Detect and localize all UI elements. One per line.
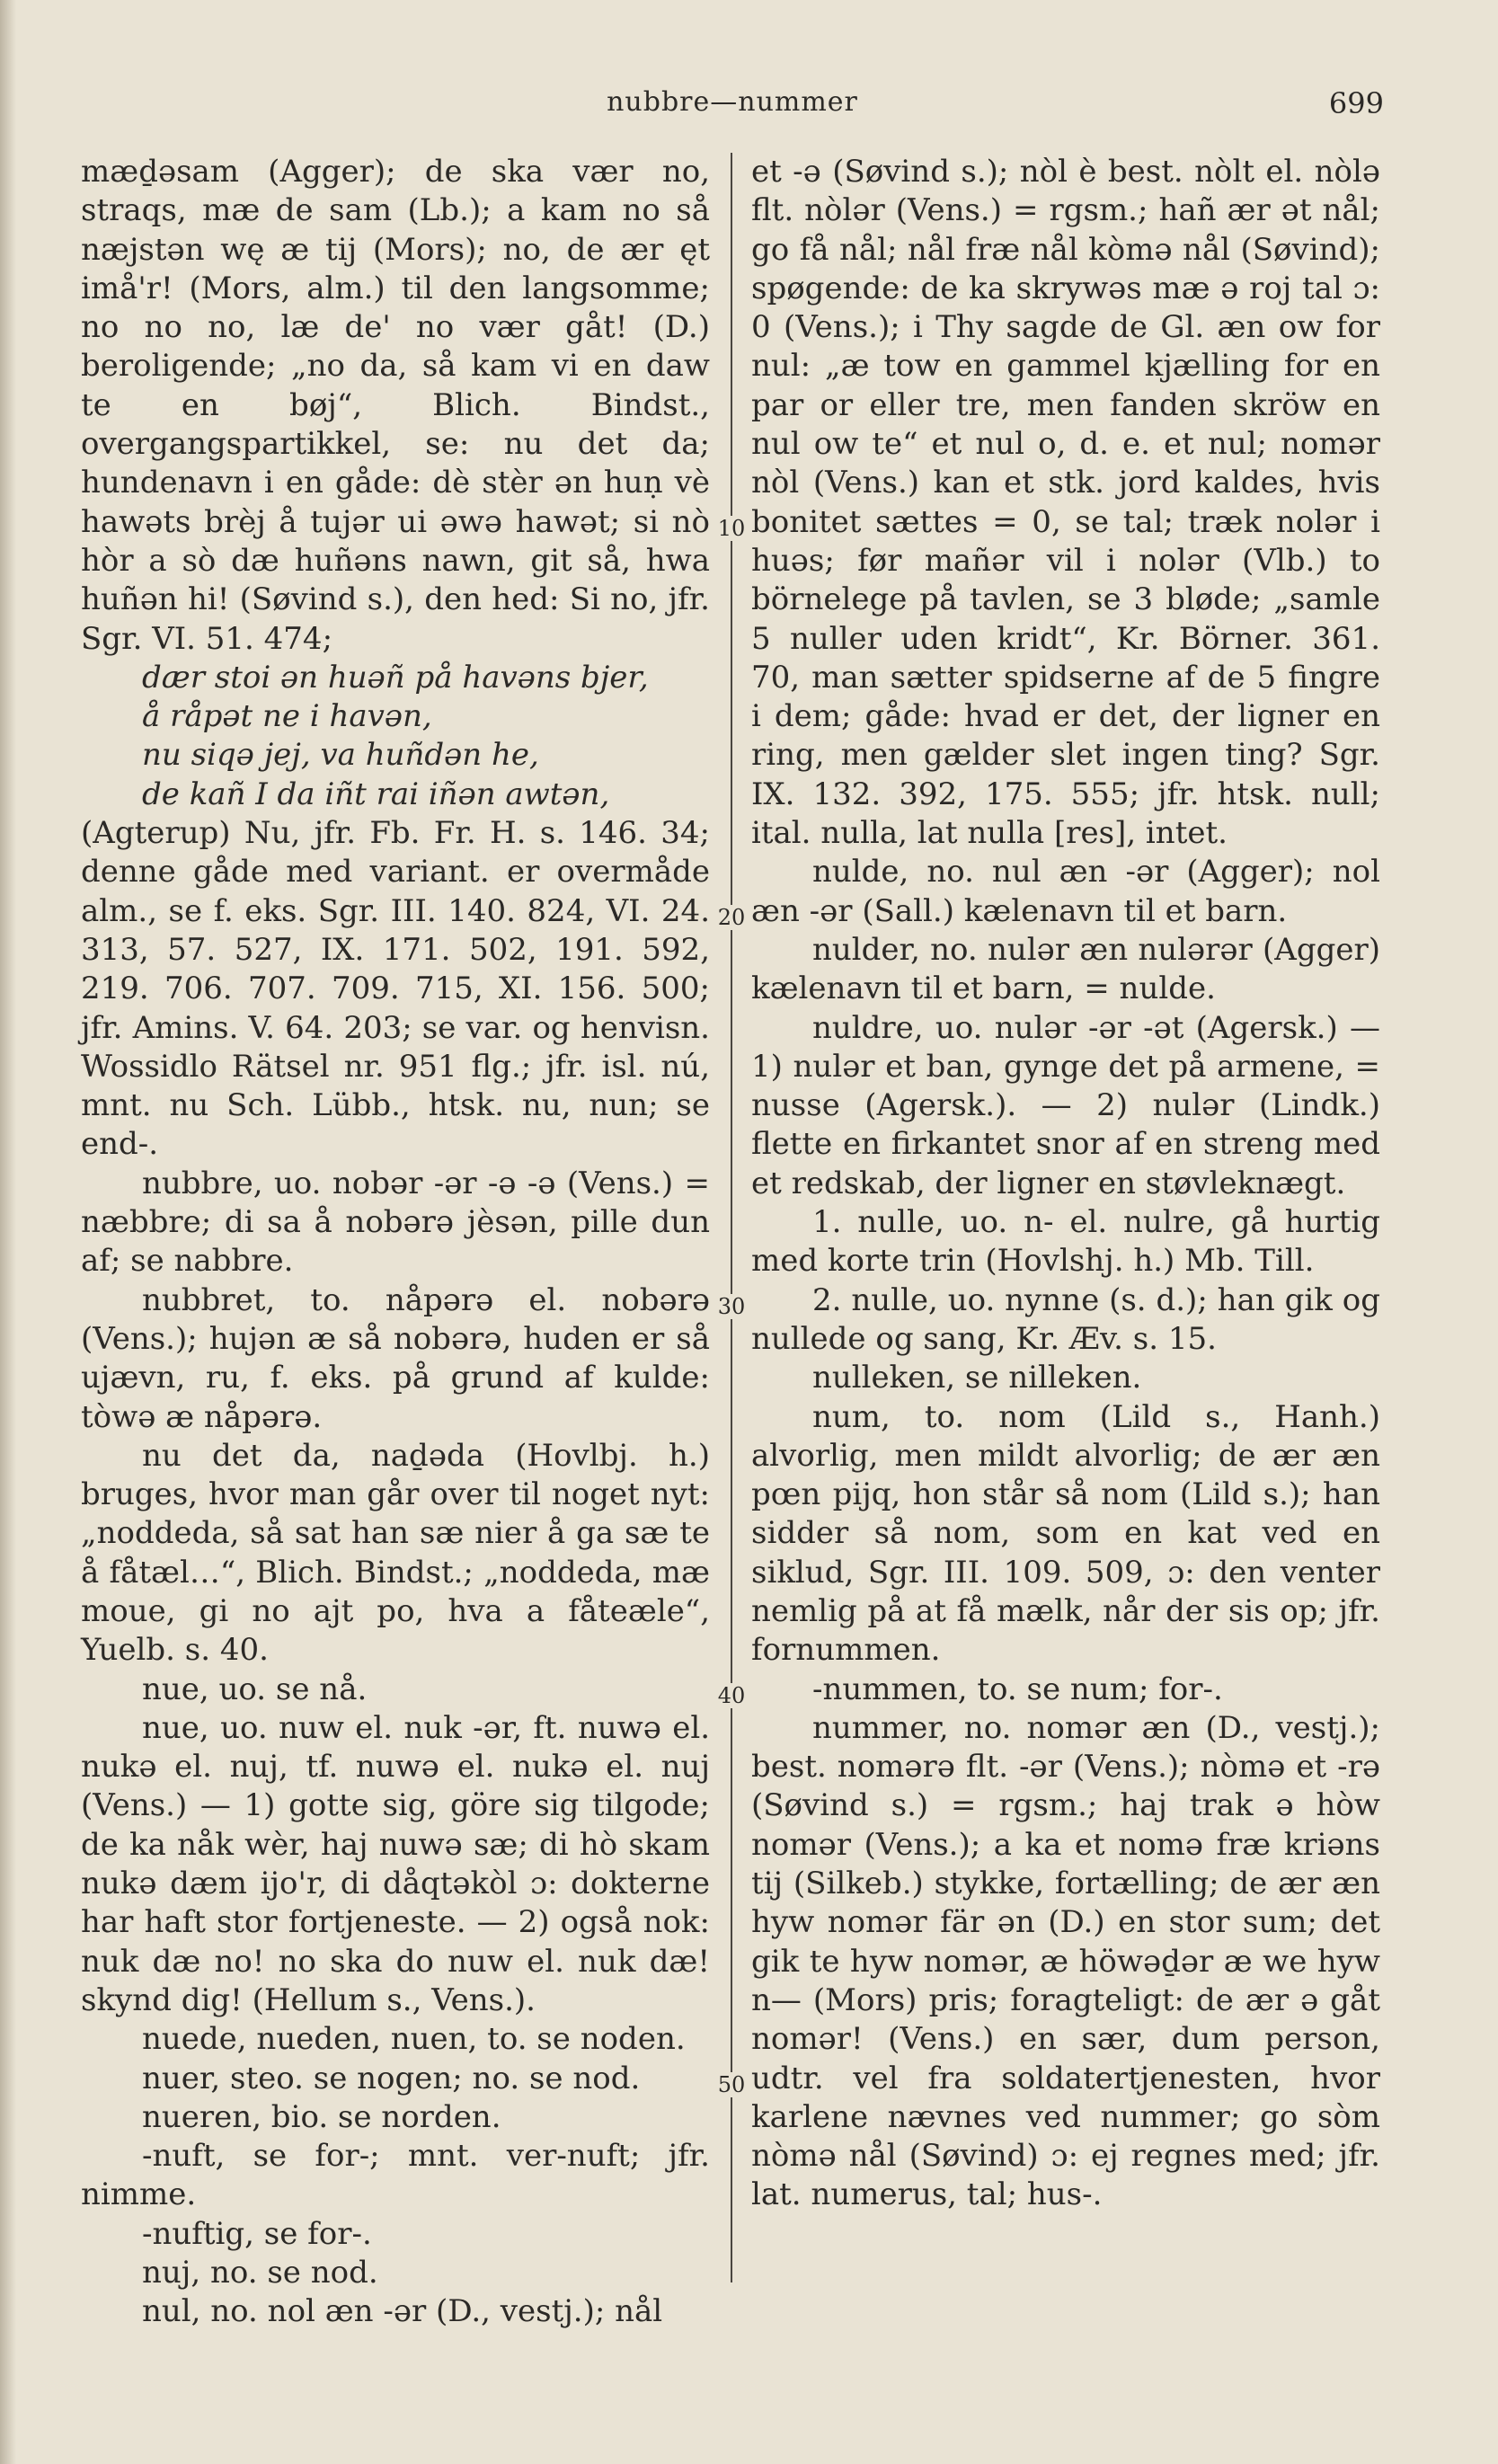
entry-nuede: nuede, nueden, nuen, to. se noden. bbox=[142, 2021, 686, 2058]
entry-nuftig: -nuftig, se for-. bbox=[142, 2215, 372, 2252]
entry-nu-det-da: nu det da, naḏəda (Hovlbj. h.) bruges, hvor man går over til noget nyt: „noddeda, så sat han sæ nier å ga sæ te å fåtæl…“, Blich. Bindst.; „noddeda, mæ moue, gi no ajt po, hva a fåteæle“, Yuelb. s. 40. bbox=[81, 1437, 710, 1669]
entry-nulleken: nulleken, se nilleken. bbox=[812, 1360, 1142, 1396]
entry-nuldre: nuldre, uo. nulər -ər -ət (Agersk.) — 1) nulər et ban, gynge det på armene, = nusse (Agersk.). — 2) nulər (Lindk.) flette en firkantet snor af en streng med et redskab, der ligner en støvleknægt. bbox=[751, 1009, 1380, 1201]
entry-nulde: nulde, no. nul æn -ər (Agger); nol æn -ər (Sall.) kælenavn til et barn. bbox=[751, 854, 1380, 929]
entry-nulder: nulder, no. nulər æn nulərər (Agger) kælenavn til et barn, = nulde. bbox=[751, 931, 1380, 1007]
entry-nueren: nueren, bio. se norden. bbox=[142, 2098, 501, 2135]
left-column bbox=[81, 153, 710, 2332]
entry-nuj: nuj, no. se nod. bbox=[142, 2255, 378, 2291]
entry-nuft: -nuft, se for-; mnt. ver-nuft; jfr. nimme. bbox=[81, 2138, 710, 2213]
verse-line-4: de kañ I da iñt rai iñən awtən, bbox=[142, 776, 610, 812]
entry-nul: nul, no. nol æn -ər (D., vestj.); nål bbox=[142, 2293, 663, 2330]
page-number: 699 bbox=[1328, 86, 1384, 120]
entry-source-notes: (Agterup) Nu, jfr. Fb. Fr. H. s. 146. 34; denne gåde med variant. er overmåde alm., se f. eks. Sgr. III. 140. 824, VI. 24. 313, 57. 527, IX. 171. 502, 191. 592, 219. 706. 707. 709. 715, XI. 156. 500; jfr. Amins. V. 64. 203; se var. og henvisn. Wossidlo Rätsel nr. 951 flg.; jfr. isl. nú, mnt. nu Sch. Lübb., htsk. nu, nun; se end-. bbox=[81, 815, 710, 1163]
entry-nummen: -nummen, to. se num; for-. bbox=[812, 1671, 1223, 1707]
entry-nubbre: nubbre, uo. nobər -ər -ə -ə (Vens.) = næbbre; di sa å nobərə jèsən, pille dun af; se nabbre. bbox=[81, 1165, 710, 1280]
entry-num: num, to. nom (Lild s., Hanh.) alvorlig, men mildt alvorlig; de ær æn pœn pijq, hon står så nom (Lild s.); han sidder så nom, som en kat ved en siklud, Sgr. III. 109. 509, ɔ: den venter nemlig på at få mælk, når der sis op; jfr. fornummen. bbox=[751, 1398, 1380, 1669]
verse-line-3: nu siqə jej, va huñdən he, bbox=[142, 737, 539, 774]
entry-nulle-1: 1. nulle, uo. n- el. nulre, gå hurtig med korte trin (Hovlshj. h.) Mb. Till. bbox=[751, 1204, 1380, 1280]
page-edge-shadow bbox=[0, 0, 16, 2464]
verse-line-1: dær stoi ən huəñ på havəns bjer, bbox=[142, 659, 649, 696]
entry-nuer: nuer, steo. se nogen; no. se nod. bbox=[142, 2060, 641, 2096]
line-number-40: 40 bbox=[714, 1683, 749, 1708]
entry-nue-1: nue, uo. se nå. bbox=[142, 1671, 368, 1707]
line-number-30: 30 bbox=[714, 1294, 749, 1319]
entry-nulle-2: 2. nulle, uo. nynne (s. d.); han gik og nullede og sang, Kr. Æv. s. 15. bbox=[751, 1281, 1380, 1357]
running-title: nubbre—nummer bbox=[607, 86, 858, 118]
line-number-20: 20 bbox=[714, 905, 749, 930]
page-header bbox=[81, 86, 1384, 126]
entry-nubbret: nubbret, to. nåpərə el. nobərə (Vens.); hujən æ så nobərə, huden er så ujævn, ru, f. eks. på grund af kulde: tòwə æ nåpərə. bbox=[81, 1281, 710, 1435]
verse-line-2: å råpət ne i havən, bbox=[142, 698, 432, 735]
line-number-10: 10 bbox=[714, 516, 749, 541]
right-column bbox=[751, 153, 1380, 2215]
column-divider bbox=[731, 153, 732, 2282]
entry-nue-2: nue, uo. nuw el. nuk -ər, ft. nuwə el. nukə el. nuj, tf. nuwə el. nukə el. nuj (Vens.) — 1) gotte sig, göre sig tilgode; de ka nåk wèr, haj nuwə sæ; di hò skam nukə dæm ijo'r, di dåqtəkòl ɔ: dokterne har haft stor fortjeneste. — 2) også nok: nuk dæ no! no ska do nuw el. nuk dæ! skynd dig! (Hellum s., Vens.). bbox=[81, 1709, 710, 2018]
line-number-50: 50 bbox=[714, 2072, 749, 2097]
entry-nul-continuation: et -ə (Søvind s.); nòl è best. nòlt el. nòlə flt. nòlər (Vens.) = rgsm.; hañ ær ət nål; go få nål; nål fræ nål kòmə nål (Søvind); spøgende: de ka skrywəs mæ ə roj tal ɔ: 0 (Vens.); i Thy sagde de Gl. æn ow for nul: „æ tow en gammel kjælling for en par or eller tre, men fanden skröw en nul ow te“ et nul o, d. e. et nul; nomər nòl (Vens.) kan et stk. jord kaldes, hvis bonitet sættes = 0, se tal; træk nolər i huəs; før mañər vil i nolər (Vlb.) to börnelege på tavlen, se 3 bløde; „samle 5 nuller uden kridt“, Kr. Börner. 361. 70, man sætter spidserne af de 5 fingre i dem; gåde: hvad er det, der ligner en ring, men gælder slet ingen ting? Sgr. IX. 132. 392, 175. 555; jfr. htsk. null; ital. nulla, lat nulla [res], intet. bbox=[751, 154, 1380, 852]
entry-continuation: mæḏəsam (Agger); de ska vær no, straqs, mæ de sam (Lb.); a kam no så næjstən wę æ tij (Mors); no, de ær ęt imå'r! (Mors, alm.) til den langsomme; no no no, læ de' no vær gåt! (D.) beroligende; „no da, så kam vi en daw te en bøj“, Blich. Bindst., overgangspartikkel, se: nu det da; hundenavn i en gåde: dè stèr ən huṇ vè hawəts brèj å tujər ui əwə hawət; si nò hòr a sò dæ huñəns nawn, git så, hwa huñən hi! (Søvind s.), den hed: Si no, jfr. Sgr. VI. 51. 474; bbox=[81, 154, 710, 657]
entry-nummer: nummer, no. nomər æn (D., vestj.); best. nomərə flt. -ər (Vens.); nòmə et -rə (Søvind s.) = rgsm.; haj trak ə hòw nomər (Vens.); a ka et nomə fræ kriəns tij (Silkeb.) stykke, fortælling; de ær æn hyw nomər fär ən (D.) en stor sum; det gik te hyw nomər, æ höwəḏər æ we hyw n— (Mors) pris; foragteligt: de ær ə gåt nomər! (Vens.) en sær, dum person, udtr. vel fra soldatertjenesten, hvor karlene nævnes ved nummer; go sòm nòmə nål (Søvind) ɔ: ej regnes med; jfr. lat. numerus, tal; hus-. bbox=[751, 1709, 1380, 2213]
